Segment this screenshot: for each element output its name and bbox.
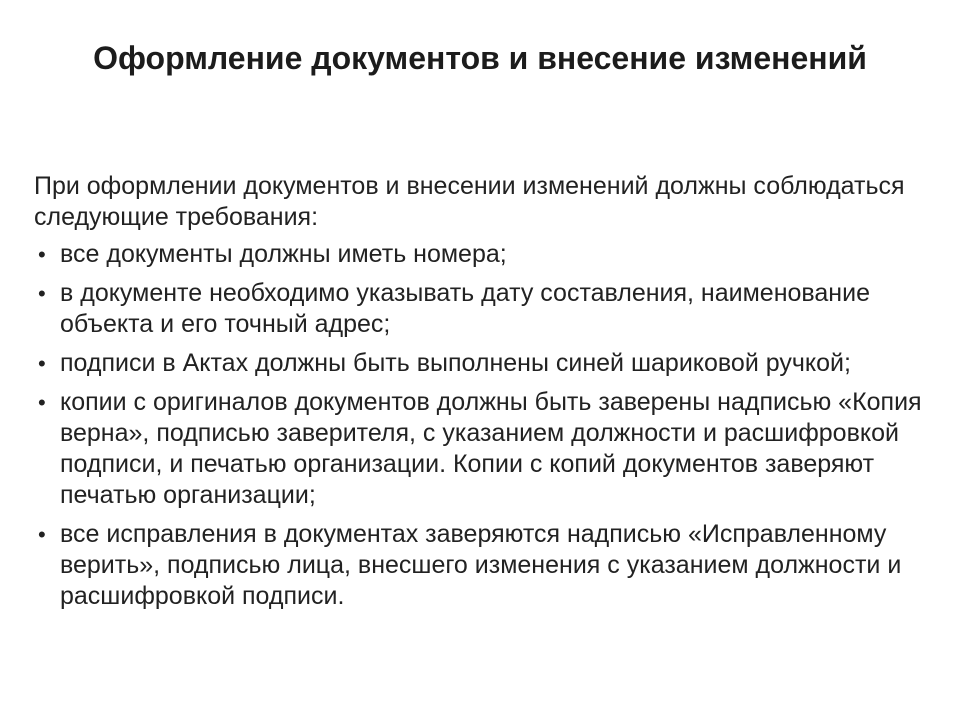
requirements-list — [34, 239, 934, 612]
list-item-text: подписи в Актах должны быть выполнены синей шариковой ручкой; — [60, 349, 851, 377]
list-item — [34, 239, 934, 270]
bullet-icon: • — [38, 242, 46, 267]
list-item-text: копии с оригиналов документов должны быть заверены надписью «Копия верна», подписью заверителя, с указанием должности и расшифровкой подписи, и печатью организации. Копии с копий документов заверяют печатью организации; — [60, 388, 922, 509]
list-item-text: все документы должны иметь номера; — [60, 240, 507, 268]
list-item-text: все исправления в документах заверяются надписью «Исправленному верить», подписью лица, внесшего изменения с указанием должности и расшифровкой подписи. — [60, 520, 902, 610]
bullet-icon: • — [38, 390, 46, 415]
list-item — [34, 278, 934, 340]
list-item — [34, 519, 934, 612]
list-item — [34, 348, 934, 379]
slide-title: Оформление документов и внесение изменений — [93, 40, 867, 76]
bullet-icon: • — [38, 522, 46, 547]
bullet-icon: • — [38, 351, 46, 376]
bullet-icon: • — [38, 281, 46, 306]
intro-paragraph: При оформлении документов и внесении изменений должны соблюдаться следующие требования: — [34, 172, 905, 231]
slide-body — [34, 171, 934, 620]
list-item — [34, 387, 934, 511]
list-item-text: в документе необходимо указывать дату составления, наименование объекта и его точный адрес; — [60, 279, 870, 338]
